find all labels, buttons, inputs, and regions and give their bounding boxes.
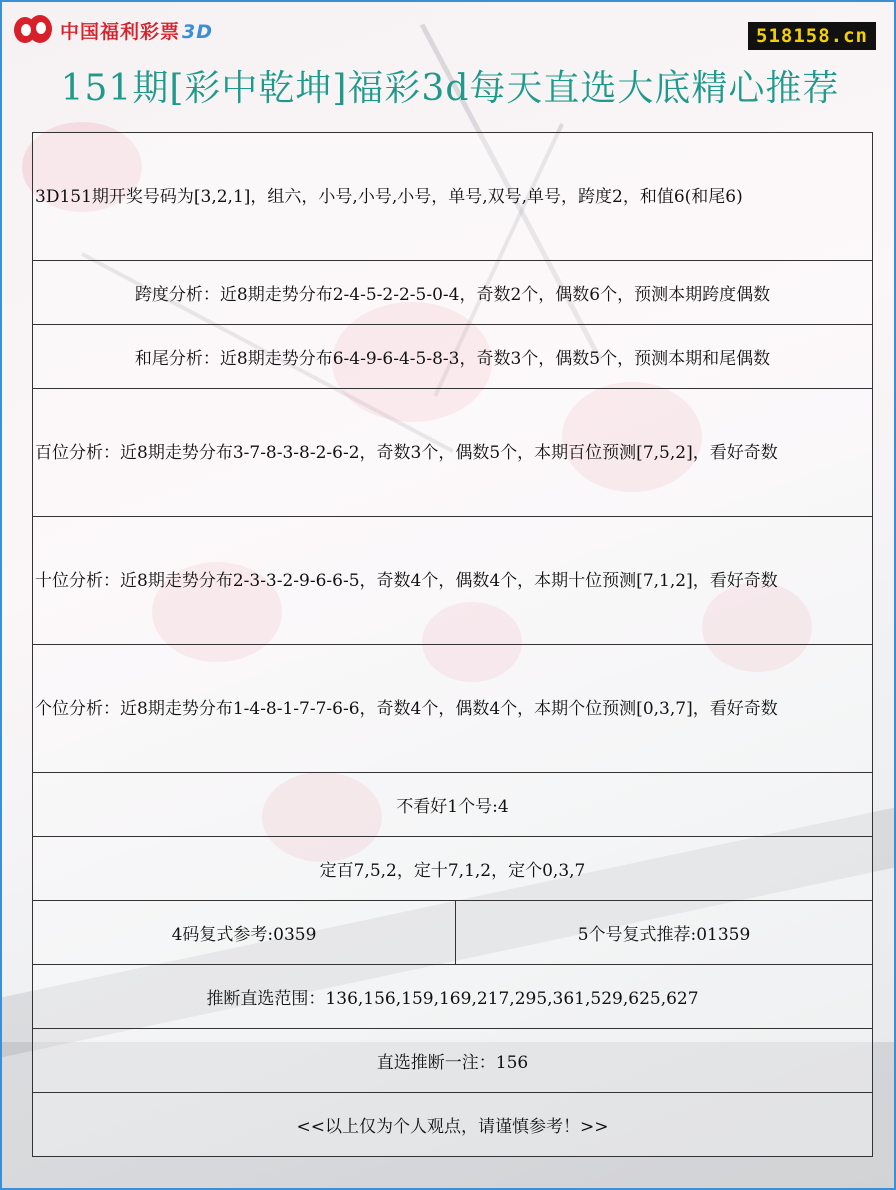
site-badge[interactable]: 518158.cn <box>748 22 876 50</box>
page-title: 151期[彩中乾坤]福彩3d每天直选大底精心推荐 <box>60 68 840 109</box>
units-analysis-cell: 个位分析：近8期走势分布1-4-8-1-7-7-6-6，奇数4个，偶数4个，本期个位预测[0,3,7]，看好奇数 <box>33 645 873 773</box>
logo-3d: 3D <box>182 20 214 43</box>
four-code-combo-cell: 4码复式参考:0359 <box>33 901 456 965</box>
draw-result-cell: 3D151期开奖号码为[3,2,1]，组六，小号,小号,小号，单号,双号,单号，跨度2，和值6(和尾6) <box>33 133 873 261</box>
hundreds-analysis-cell: 百位分析：近8期走势分布3-7-8-3-8-2-6-2，奇数3个，偶数5个，本期百位预测[7,5,2]，看好奇数 <box>33 389 873 517</box>
table-row <box>33 965 873 1029</box>
lottery-logo-icon <box>14 13 54 47</box>
table-row <box>33 133 873 261</box>
table-row <box>33 645 873 773</box>
table-row <box>33 325 873 389</box>
position-picks-cell: 定百7,5,2，定十7,1,2，定个0,3,7 <box>33 837 873 901</box>
five-code-combo-cell: 5个号复式推荐:01359 <box>456 901 873 965</box>
table-row <box>33 773 873 837</box>
span-analysis-cell: 跨度分析：近8期走势分布2-4-5-2-2-5-0-4，奇数2个，偶数6个，预测本期跨度偶数 <box>33 261 873 325</box>
tens-analysis-cell: 十位分析：近8期走势分布2-3-3-2-9-6-6-5，奇数4个，偶数4个，本期十位预测[7,1,2]，看好奇数 <box>33 517 873 645</box>
logo-name: 中国福利彩票 <box>60 20 181 43</box>
table-row <box>33 517 873 645</box>
table-row <box>33 389 873 517</box>
table-row <box>33 837 873 901</box>
table-row <box>33 1029 873 1093</box>
direct-range-cell: 推断直选范围：136,156,159,169,217,295,361,529,625,627 <box>33 965 873 1029</box>
table-row <box>33 261 873 325</box>
single-pick-cell: 直选推断一注：156 <box>33 1029 873 1093</box>
lottery-logo <box>14 10 213 50</box>
table-row <box>33 1093 873 1157</box>
exclude-number-cell: 不看好1个号:4 <box>33 773 873 837</box>
recommendation-table <box>32 132 873 1157</box>
logo-text <box>60 17 213 44</box>
disclaimer-cell: <<以上仅为个人观点，请谨慎参考！>> <box>33 1093 873 1157</box>
table-row <box>33 901 873 965</box>
sum-tail-analysis-cell: 和尾分析：近8期走势分布6-4-9-6-4-5-8-3，奇数3个，偶数5个，预测本期和尾偶数 <box>33 325 873 389</box>
